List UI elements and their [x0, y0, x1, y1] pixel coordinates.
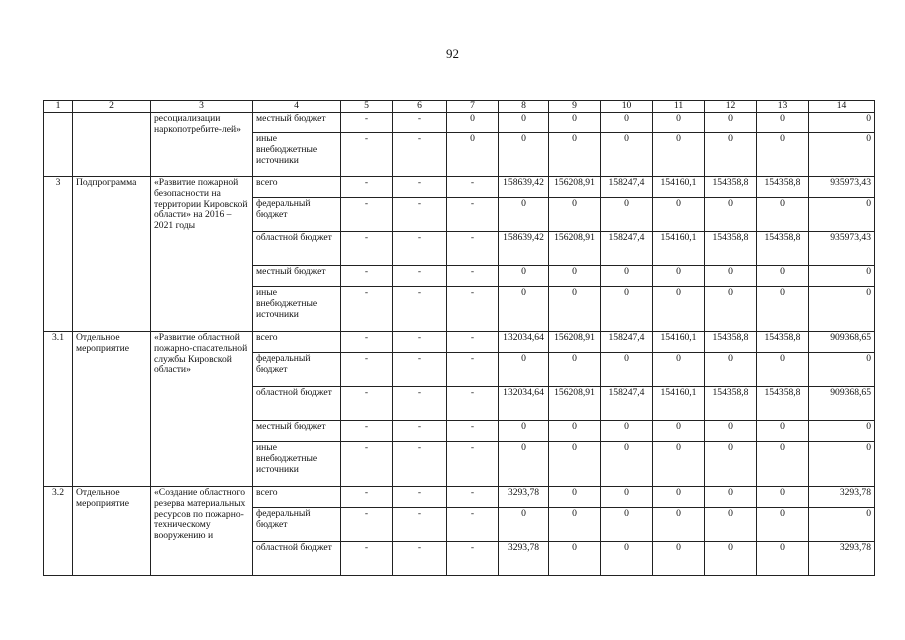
- funding-source: областной бюджет: [253, 387, 341, 421]
- value-cell: -: [341, 542, 393, 576]
- value-cell: 0: [549, 198, 601, 232]
- value-cell: -: [393, 387, 447, 421]
- value-cell: 935973,43: [809, 177, 875, 198]
- value-cell: 0: [653, 287, 705, 332]
- column-header: 6: [393, 101, 447, 113]
- column-header: 3: [151, 101, 253, 113]
- value-cell: 909368,65: [809, 332, 875, 353]
- budget-table: [43, 100, 875, 576]
- value-cell: -: [341, 353, 393, 387]
- table-row: [44, 113, 875, 133]
- column-header: 4: [253, 101, 341, 113]
- value-cell: 0: [653, 113, 705, 133]
- value-cell: 3293,78: [809, 487, 875, 508]
- value-cell: 158247,4: [601, 232, 653, 266]
- value-cell: 154358,8: [757, 232, 809, 266]
- value-cell: 0: [705, 487, 757, 508]
- value-cell: 0: [705, 542, 757, 576]
- value-cell: 0: [653, 133, 705, 177]
- value-cell: 0: [601, 487, 653, 508]
- column-header: 14: [809, 101, 875, 113]
- value-cell: 0: [757, 198, 809, 232]
- funding-source: всего: [253, 332, 341, 353]
- value-cell: -: [393, 266, 447, 287]
- value-cell: -: [393, 232, 447, 266]
- header-row: [44, 101, 875, 113]
- value-cell: 154358,8: [705, 387, 757, 421]
- value-cell: 154160,1: [653, 332, 705, 353]
- value-cell: 0: [757, 442, 809, 487]
- value-cell: 154358,8: [757, 177, 809, 198]
- value-cell: 0: [499, 353, 549, 387]
- funding-source: иные внебюджетные источники: [253, 287, 341, 332]
- value-cell: 0: [705, 198, 757, 232]
- value-cell: 0: [653, 353, 705, 387]
- value-cell: 0: [601, 542, 653, 576]
- value-cell: 158639,42: [499, 232, 549, 266]
- value-cell: 0: [601, 266, 653, 287]
- value-cell: -: [393, 133, 447, 177]
- value-cell: 0: [499, 442, 549, 487]
- page-number: 92: [446, 46, 459, 61]
- value-cell: 0: [705, 353, 757, 387]
- value-cell: 0: [809, 266, 875, 287]
- row-title: «Создание областного резерва материальных ресурсов по пожарно-техническому вооружению и: [151, 487, 253, 576]
- value-cell: -: [341, 266, 393, 287]
- value-cell: 0: [499, 133, 549, 177]
- column-header: 2: [73, 101, 151, 113]
- value-cell: -: [341, 113, 393, 133]
- value-cell: -: [341, 198, 393, 232]
- value-cell: 0: [757, 508, 809, 542]
- value-cell: 0: [757, 353, 809, 387]
- value-cell: 0: [601, 133, 653, 177]
- value-cell: 0: [499, 508, 549, 542]
- value-cell: -: [447, 353, 499, 387]
- value-cell: 0: [705, 133, 757, 177]
- column-header: 13: [757, 101, 809, 113]
- value-cell: -: [447, 421, 499, 442]
- value-cell: -: [447, 487, 499, 508]
- value-cell: -: [393, 287, 447, 332]
- value-cell: 158247,4: [601, 387, 653, 421]
- value-cell: 154160,1: [653, 177, 705, 198]
- value-cell: 0: [653, 487, 705, 508]
- value-cell: -: [447, 232, 499, 266]
- table-row: [44, 487, 875, 508]
- row-number: 3: [44, 177, 73, 332]
- row-type: Отдельное мероприятие: [73, 487, 151, 576]
- value-cell: -: [393, 332, 447, 353]
- value-cell: 0: [757, 113, 809, 133]
- value-cell: -: [447, 542, 499, 576]
- value-cell: 0: [549, 113, 601, 133]
- value-cell: 0: [653, 508, 705, 542]
- value-cell: 0: [705, 287, 757, 332]
- value-cell: 0: [705, 508, 757, 542]
- value-cell: 0: [601, 198, 653, 232]
- column-header: 7: [447, 101, 499, 113]
- value-cell: 0: [757, 421, 809, 442]
- value-cell: 0: [705, 113, 757, 133]
- value-cell: 0: [809, 113, 875, 133]
- row-number: [44, 113, 73, 177]
- table-row: [44, 332, 875, 353]
- value-cell: -: [341, 232, 393, 266]
- funding-source: всего: [253, 487, 341, 508]
- value-cell: 132034,64: [499, 332, 549, 353]
- value-cell: 0: [653, 198, 705, 232]
- value-cell: 154358,8: [757, 387, 809, 421]
- row-title: «Развитие областной пожарно-спасательной службы Кировской области»: [151, 332, 253, 487]
- value-cell: -: [393, 421, 447, 442]
- value-cell: -: [341, 332, 393, 353]
- value-cell: 0: [499, 421, 549, 442]
- value-cell: 0: [809, 287, 875, 332]
- value-cell: 132034,64: [499, 387, 549, 421]
- value-cell: 156208,91: [549, 232, 601, 266]
- funding-source: федеральный бюджет: [253, 508, 341, 542]
- row-title: «Развитие пожарной безопасности на территории Кировской области» на 2016 – 2021 годы: [151, 177, 253, 332]
- value-cell: 0: [809, 353, 875, 387]
- value-cell: -: [341, 177, 393, 198]
- value-cell: 0: [549, 353, 601, 387]
- value-cell: 156208,91: [549, 177, 601, 198]
- value-cell: 0: [601, 113, 653, 133]
- value-cell: -: [393, 487, 447, 508]
- value-cell: 0: [705, 421, 757, 442]
- value-cell: 0: [499, 113, 549, 133]
- value-cell: -: [447, 387, 499, 421]
- value-cell: -: [447, 198, 499, 232]
- row-type: Отдельное мероприятие: [73, 332, 151, 487]
- funding-source: федеральный бюджет: [253, 198, 341, 232]
- column-header: 5: [341, 101, 393, 113]
- value-cell: 0: [653, 266, 705, 287]
- value-cell: 0: [549, 508, 601, 542]
- value-cell: -: [341, 508, 393, 542]
- column-header: 8: [499, 101, 549, 113]
- value-cell: 935973,43: [809, 232, 875, 266]
- value-cell: -: [393, 177, 447, 198]
- row-type: [73, 113, 151, 177]
- value-cell: 0: [809, 421, 875, 442]
- value-cell: 0: [447, 113, 499, 133]
- value-cell: 0: [757, 487, 809, 508]
- column-header: 12: [705, 101, 757, 113]
- row-number: 3.2: [44, 487, 73, 576]
- value-cell: 154358,8: [757, 332, 809, 353]
- value-cell: 0: [757, 542, 809, 576]
- value-cell: 0: [809, 442, 875, 487]
- value-cell: -: [341, 387, 393, 421]
- value-cell: 0: [601, 353, 653, 387]
- row-type: Подпрограмма: [73, 177, 151, 332]
- value-cell: 0: [653, 442, 705, 487]
- column-header: 1: [44, 101, 73, 113]
- value-cell: -: [341, 442, 393, 487]
- value-cell: 0: [601, 421, 653, 442]
- value-cell: 158639,42: [499, 177, 549, 198]
- value-cell: 0: [549, 442, 601, 487]
- value-cell: 0: [549, 287, 601, 332]
- value-cell: -: [393, 442, 447, 487]
- value-cell: -: [447, 287, 499, 332]
- value-cell: -: [341, 421, 393, 442]
- value-cell: 154160,1: [653, 232, 705, 266]
- table-row: [44, 177, 875, 198]
- value-cell: 0: [549, 133, 601, 177]
- value-cell: 0: [499, 287, 549, 332]
- value-cell: 154358,8: [705, 177, 757, 198]
- value-cell: 0: [809, 133, 875, 177]
- value-cell: 154358,8: [705, 232, 757, 266]
- column-header: 11: [653, 101, 705, 113]
- value-cell: 0: [601, 287, 653, 332]
- value-cell: -: [393, 198, 447, 232]
- value-cell: -: [447, 266, 499, 287]
- value-cell: 158247,4: [601, 332, 653, 353]
- value-cell: 0: [653, 542, 705, 576]
- value-cell: 156208,91: [549, 332, 601, 353]
- funding-source: местный бюджет: [253, 266, 341, 287]
- value-cell: 0: [601, 508, 653, 542]
- column-header: 9: [549, 101, 601, 113]
- value-cell: 0: [757, 266, 809, 287]
- funding-source: иные внебюджетные источники: [253, 133, 341, 177]
- row-title: ресоциализации наркопотребите-лей»: [151, 113, 253, 177]
- value-cell: 0: [705, 442, 757, 487]
- value-cell: 154358,8: [705, 332, 757, 353]
- value-cell: -: [447, 508, 499, 542]
- value-cell: 0: [549, 542, 601, 576]
- value-cell: -: [393, 542, 447, 576]
- funding-source: местный бюджет: [253, 421, 341, 442]
- value-cell: 0: [809, 508, 875, 542]
- value-cell: -: [393, 508, 447, 542]
- value-cell: 158247,4: [601, 177, 653, 198]
- funding-source: федеральный бюджет: [253, 353, 341, 387]
- value-cell: 0: [499, 266, 549, 287]
- value-cell: 3293,78: [499, 542, 549, 576]
- value-cell: -: [341, 287, 393, 332]
- value-cell: -: [341, 133, 393, 177]
- table-body: [44, 101, 875, 576]
- value-cell: 0: [447, 133, 499, 177]
- funding-source: областной бюджет: [253, 232, 341, 266]
- value-cell: 0: [601, 442, 653, 487]
- value-cell: 0: [705, 266, 757, 287]
- value-cell: -: [393, 113, 447, 133]
- funding-source: иные внебюджетные источники: [253, 442, 341, 487]
- value-cell: 0: [549, 421, 601, 442]
- column-header: 10: [601, 101, 653, 113]
- value-cell: 3293,78: [499, 487, 549, 508]
- value-cell: 0: [653, 421, 705, 442]
- value-cell: 156208,91: [549, 387, 601, 421]
- value-cell: -: [341, 487, 393, 508]
- value-cell: -: [447, 177, 499, 198]
- funding-source: местный бюджет: [253, 113, 341, 133]
- value-cell: 154160,1: [653, 387, 705, 421]
- value-cell: -: [447, 332, 499, 353]
- value-cell: -: [393, 353, 447, 387]
- value-cell: 0: [499, 198, 549, 232]
- value-cell: 0: [549, 487, 601, 508]
- row-number: 3.1: [44, 332, 73, 487]
- value-cell: 0: [809, 198, 875, 232]
- value-cell: 0: [757, 133, 809, 177]
- funding-source: всего: [253, 177, 341, 198]
- value-cell: 0: [757, 287, 809, 332]
- funding-source: областной бюджет: [253, 542, 341, 576]
- value-cell: 909368,65: [809, 387, 875, 421]
- value-cell: 3293,78: [809, 542, 875, 576]
- value-cell: -: [447, 442, 499, 487]
- value-cell: 0: [549, 266, 601, 287]
